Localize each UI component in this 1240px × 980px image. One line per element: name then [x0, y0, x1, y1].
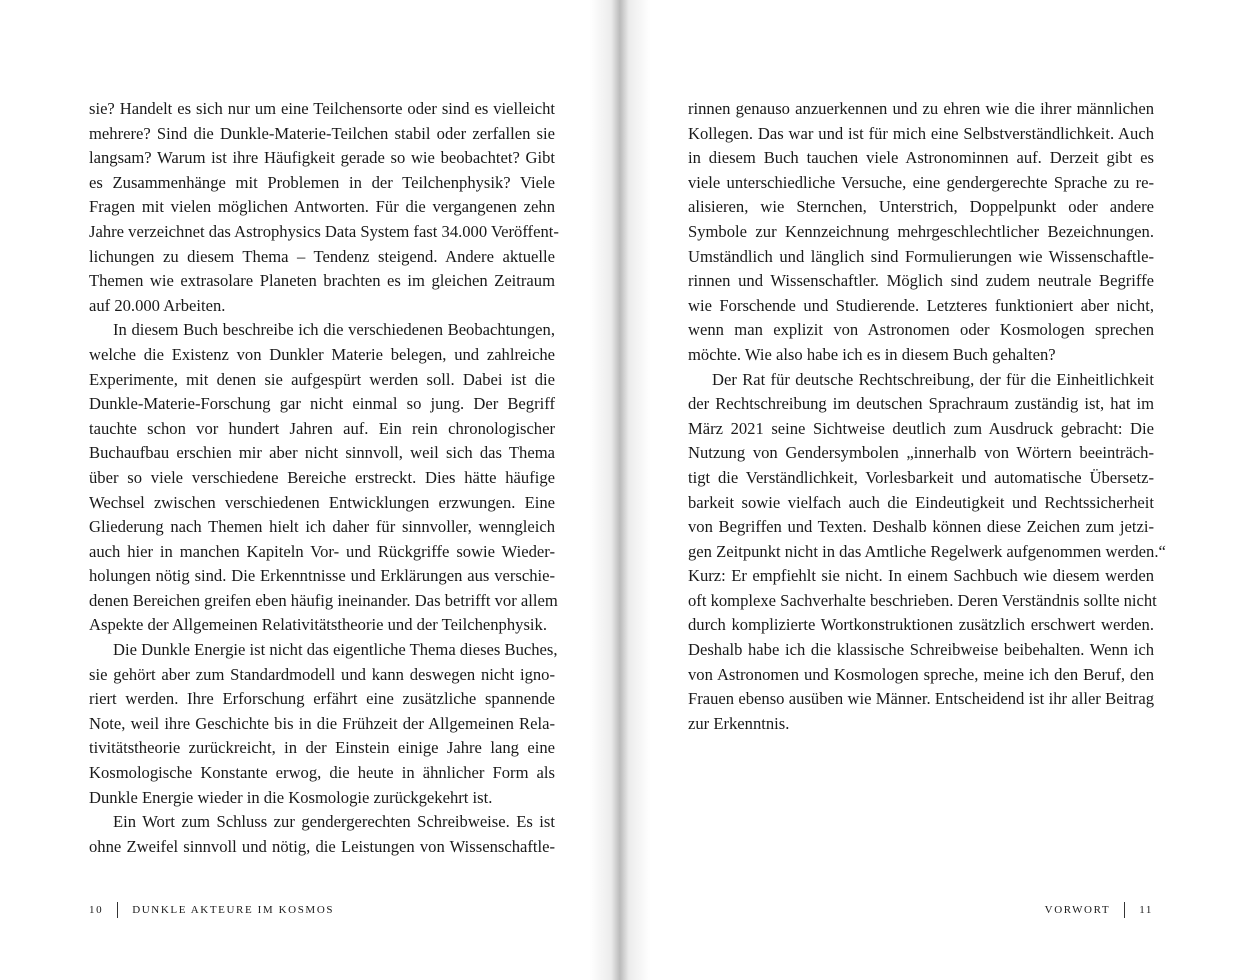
text-line: Frauen ebenso ausüben wie Männer. Entscheidend ist ihr aller Beitrag [688, 689, 1154, 709]
text-line: sie gehört aber zum Standardmodell und kann deswegen nicht igno- [89, 664, 555, 684]
text-line: Der Rat für deutsche Rechtschreibung, der für die Einheitlichkeit [712, 369, 1154, 389]
right-page-footer [1045, 902, 1153, 918]
text-line: holungen nötig sind. Die Erkenntnisse und Erklärungen aus verschie- [89, 566, 555, 586]
left-page-footer [89, 902, 334, 918]
footer-separator [1124, 902, 1125, 918]
text-line: über so viele verschiedene Bereiche erstreckt. Dies hätte häufige [89, 467, 555, 487]
text-line: riert werden. Ihre Erforschung erfährt eine zusätzliche spannende [89, 689, 555, 709]
text-line: langsam? Warum ist ihre Häufigkeit gerade so wie beobachtet? Gibt [89, 148, 555, 168]
text-line: in diesem Buch tauchen viele Astronominnen auf. Derzeit gibt es [688, 148, 1154, 168]
text-line: Note, weil ihre Geschichte bis in die Frühzeit der Allgemeinen Rela- [89, 713, 555, 733]
text-line: von Begriffen und Texten. Deshalb können diese Zeichen zum jetzi- [688, 517, 1154, 537]
page-number-left: 10 [89, 904, 104, 916]
text-line: März 2021 seine Sichtweise deutlich zum Ausdruck gebracht: Die [688, 418, 1154, 438]
left-page-body-text [89, 97, 559, 859]
text-line: alisieren, wie Sternchen, Unterstrich, Doppelpunkt oder andere [688, 197, 1154, 217]
text-line: durch komplizierte Wortkonstruktionen zusätzlich erschwert werden. [688, 615, 1154, 635]
text-line: Kosmologische Konstante erwog, die heute in ähnlicher Form als [89, 763, 555, 783]
text-line: zur Erkenntnis. [688, 713, 790, 733]
text-line: barkeit sowie vielfach auch die Eindeutigkeit und Rechtssicherheit [688, 492, 1154, 512]
running-head-book-title: DUNKLE AKTEURE IM KOSMOS [132, 904, 335, 916]
text-line: Buchaufbau erschien mir aber nicht sinnvoll, weil sich das Thema [89, 443, 555, 463]
text-line: sie? Handelt es sich nur um eine Teilchensorte oder sind es vielleicht [89, 99, 555, 118]
text-line: es Zusammenhänge mit Problemen in der Teilchenphysik? Viele [89, 172, 555, 192]
text-line: Umständlich und länglich sind Formulierungen wie Wissenschaftle- [688, 246, 1154, 266]
text-line: Dunkle Energie wieder in die Kosmologie zurückgekehrt ist. [89, 787, 493, 807]
text-line: gen Zeitpunkt nicht in das Amtliche Regelwerk aufgenommen werden.“ [688, 541, 1166, 561]
text-line: der Rechtschreibung im deutschen Sprachraum zuständig ist, hat im [688, 394, 1154, 414]
text-line: Symbole zur Kennzeichnung mehrgeschlechtlicher Bezeichnungen. [688, 221, 1154, 241]
text-line: Kurz: Er empfiehlt sie nicht. In einem Sachbuch wie diesem werden [688, 566, 1154, 586]
text-line: Wechsel zwischen verschiedenen Entwicklungen erzwungen. Eine [89, 492, 555, 512]
text-line: Fragen mit vielen möglichen Antworten. Für die vergangenen zehn [89, 197, 555, 217]
text-line: Dunkle-Materie-Forschung gar nicht einmal so jung. Der Begriff [89, 394, 555, 414]
text-line: welche die Existenz von Dunkler Materie belegen, und zahlreiche [89, 344, 555, 364]
text-line: mehrere? Sind die Dunkle-Materie-Teilchen stabil oder zerfallen sie [89, 123, 555, 143]
text-line: tigt die Verständlichkeit, Vorlesbarkeit und automatische Übersetz- [688, 467, 1154, 487]
text-line: möchte. Wie also habe ich es in diesem Buch gehalten? [688, 344, 1056, 364]
running-head-chapter: VORWORT [1044, 904, 1111, 916]
text-line: In diesem Buch beschreibe ich die verschiedenen Beobachtungen, [113, 320, 555, 340]
text-line: Themen wie extrasolare Planeten brachten es im gleichen Zeitraum [89, 271, 555, 291]
text-line: von Astronomen und Kosmologen spreche, meine ich den Beruf, den [688, 664, 1154, 684]
text-line: auch hier in manchen Kapiteln Vor- und Rückgriffe sowie Wieder- [89, 541, 555, 561]
text-line: Experimente, mit denen sie aufgespürt werden soll. Dabei ist die [89, 369, 555, 389]
text-line: ohne Zweifel sinnvoll und nötig, die Leistungen von Wissenschaftle- [89, 836, 555, 856]
text-line: Gliederung nach Themen hielt ich daher für sinnvoller, wenngleich [89, 517, 555, 537]
text-line: wenn man explizit von Astronomen oder Kosmologen sprechen [688, 320, 1154, 340]
book-gutter-shadow [590, 0, 650, 980]
text-line: tauchte schon vor hundert Jahren auf. Ein rein chronologischer [89, 418, 555, 438]
page-number-right: 11 [1139, 904, 1153, 916]
text-line: Kollegen. Das war und ist für mich eine Selbstverständlichkeit. Auch [688, 123, 1154, 143]
text-line: wie Forschende und Studierende. Letzteres funktioniert aber nicht, [688, 295, 1154, 315]
text-line: denen Bereichen greifen eben häufig ineinander. Das betrifft vor allem [89, 590, 558, 610]
right-page [620, 0, 1240, 980]
text-line: auf 20.000 Arbeiten. [89, 295, 226, 315]
text-line: tivitätstheorie zurückreicht, in der Einstein einige Jahre lang eine [89, 738, 555, 758]
text-line: oft komplexe Sachverhalte beschrieben. Deren Verständnis sollte nicht [688, 590, 1157, 610]
text-line: Aspekte der Allgemeinen Relativitätstheorie und der Teilchenphysik. [89, 615, 547, 635]
text-line: lichungen zu diesem Thema – Tendenz steigend. Andere aktuelle [89, 246, 555, 266]
text-line: rinnen genauso anzuerkennen und zu ehren wie die ihrer männlichen [688, 99, 1154, 118]
right-page-body-text [688, 97, 1166, 736]
footer-separator [117, 902, 118, 918]
text-line: Nutzung von Gendersymbolen „innerhalb von Wörtern beeinträch- [688, 443, 1154, 463]
text-line: rinnen und Wissenschaftler. Möglich sind zudem neutrale Begriffe [688, 271, 1154, 291]
text-line: Deshalb habe ich die klassische Schreibweise beibehalten. Wenn ich [688, 640, 1154, 660]
text-line: Ein Wort zum Schluss zur gendergerechten Schreibweise. Es ist [113, 812, 555, 832]
text-line: viele unterschiedliche Versuche, eine gendergerechte Sprache zu re- [688, 172, 1154, 192]
text-line: Die Dunkle Energie ist nicht das eigentliche Thema dieses Buches, [113, 640, 558, 660]
text-line: Jahre verzeichnet das Astrophysics Data System fast 34.000 Veröffent- [89, 221, 559, 241]
